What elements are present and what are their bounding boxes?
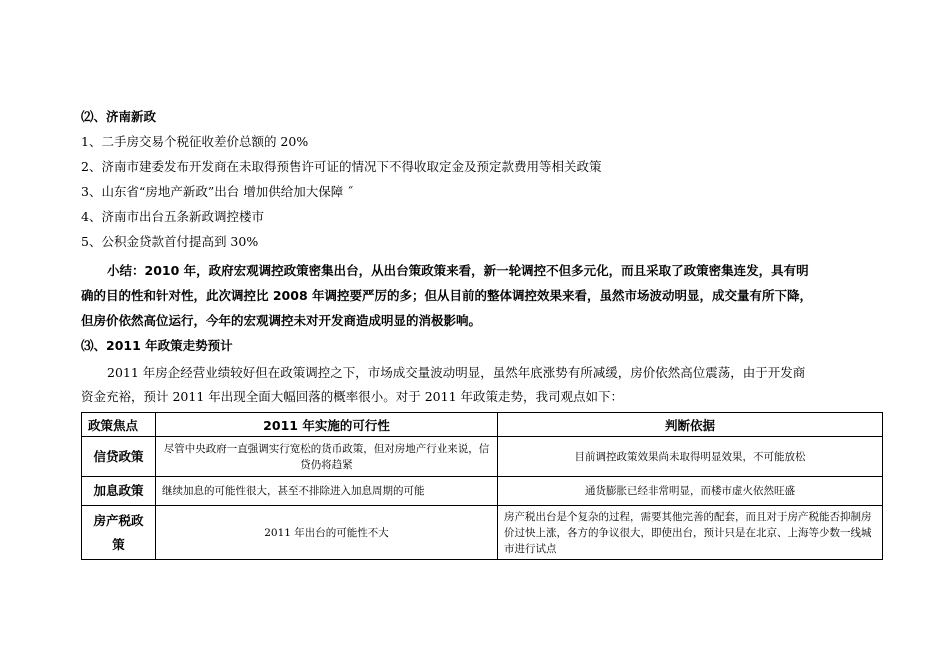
jinan-item-3: 3、山东省“房地产新政”出台 增加供给加大保障 ˝ bbox=[81, 184, 354, 199]
row-feasibility: 2011 年出台的可能性不大 bbox=[156, 506, 498, 560]
summary-line-1: 小结：2010 年，政府宏观调控政策密集出台，从出台策政策来看，新一轮调控不但多元化，而且采取了政策密集连发，具有明 bbox=[107, 263, 809, 278]
row-basis: 房产税出台是个复杂的过程，需要其他完善的配套，而且对于房产税能否抑制房价过快上涨，各方的争议很大，即使出台，预计只是在北京、上海等少数一线城市进行试点 bbox=[498, 506, 883, 560]
jinan-item-4: 4、济南市出台五条新政调控楼市 bbox=[81, 209, 264, 224]
jinan-item-1: 1、二手房交易个税征收差价总额的 20% bbox=[81, 134, 309, 149]
table-row bbox=[82, 437, 883, 477]
summary-line-2: 确的目的性和针对性，此次调控比 2008 年调控要严厉的多；但从目前的整体调控效果来看，虽然市场波动明显，成交量有所下降， bbox=[81, 288, 812, 303]
jinan-item-5: 5、公积金贷款首付提高到 30% bbox=[81, 234, 259, 249]
header-basis: 判断依据 bbox=[498, 413, 883, 437]
jinan-item-2: 2、济南市建委发布开发商在未取得预售许可证的情况下不得收取定金及预定款费用等相关政策 bbox=[81, 159, 602, 174]
row-feasibility: 尽管中央政府一直强调实行宽松的货币政策，但对房地产行业来说，信贷仍将趋紧 bbox=[156, 437, 498, 477]
row-basis: 通货膨胀已经非常明显，而楼市虚火依然旺盛 bbox=[498, 477, 883, 506]
forecast-line-2: 资金充裕，预计 2011 年出现全面大幅回落的概率很小。对于 2011 年政策走势，我司观点如下： bbox=[81, 389, 624, 404]
summary-line-3: 但房价依然高位运行，今年的宏观调控未对开发商造成明显的消极影响。 bbox=[81, 313, 482, 328]
table-row bbox=[82, 477, 883, 506]
forecast-heading: ⑶、2011 年政策走势预计 bbox=[81, 338, 233, 353]
header-policy-focus: 政策焦点 bbox=[82, 413, 156, 437]
header-feasibility: 2011 年实施的可行性 bbox=[156, 413, 498, 437]
policy-table bbox=[81, 412, 883, 560]
forecast-paragraph bbox=[81, 361, 881, 409]
row-basis: 目前调控政策效果尚未取得明显效果，不可能放松 bbox=[498, 437, 883, 477]
row-feasibility: 继续加息的可能性很大，甚至不排除进入加息周期的可能 bbox=[156, 477, 498, 506]
forecast-line-1: 2011 年房企经营业绩较好但在政策调控之下，市场成交量波动明显，虽然年底涨势有所减缓，房价依然高位震荡，由于开发商 bbox=[107, 365, 806, 380]
table-header-row bbox=[82, 413, 883, 437]
row-focus: 房产税政策 bbox=[82, 506, 156, 560]
row-focus: 信贷政策 bbox=[82, 437, 156, 477]
summary-paragraph bbox=[81, 258, 881, 333]
jinan-heading: ⑵、济南新政 bbox=[81, 109, 157, 124]
table-row bbox=[82, 506, 883, 560]
row-focus: 加息政策 bbox=[82, 477, 156, 506]
